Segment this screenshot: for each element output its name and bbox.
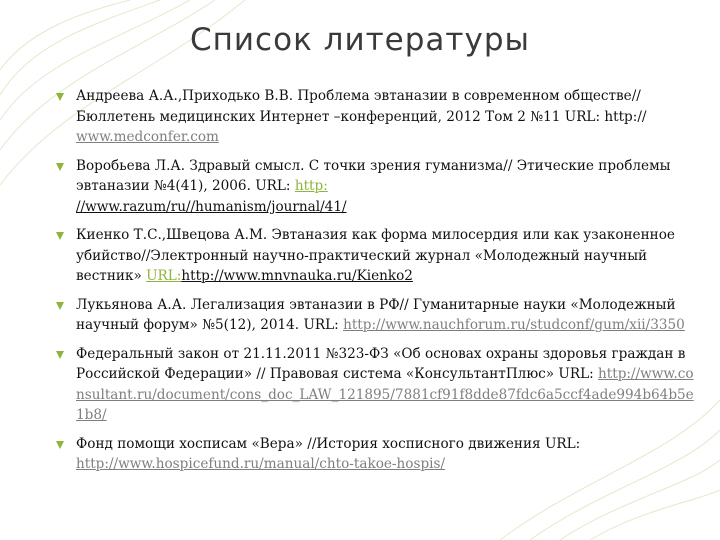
- reference-text: Федеральный закон от 21.11.2011 №323-ФЗ «Об основах охраны здоровья граждан в Российской Федерации» // Правовая система «КонсультантПлюс» URL:: [76, 345, 686, 382]
- reference-text: Фонд помощи хосписам «Вера» //История хосписного движения URL:: [76, 435, 581, 452]
- bullet-icon: [56, 351, 64, 359]
- reference-link[interactable]: http://www.nauchforum.ru/studconf/gum/xii/3350: [343, 317, 685, 333]
- slide-title: Список литературы: [190, 22, 530, 58]
- bullet-icon: [56, 163, 64, 171]
- reference-link-prefix[interactable]: URL:: [146, 268, 182, 284]
- reference-item: [52, 434, 702, 475]
- bullet-icon: [56, 441, 64, 449]
- reference-link[interactable]: www.medconfer.com: [76, 129, 219, 145]
- reference-link[interactable]: http://www.consultant.ru/document/cons_doc_LAW_121895/7881cf91f8dde87fdc6a5ccf4ade994b64b5e1b8/: [76, 366, 694, 423]
- reference-item: [52, 225, 702, 287]
- reference-link[interactable]: http://www.mnvnauka.ru/Kienko2: [181, 268, 413, 284]
- bullet-icon: [56, 302, 64, 310]
- bullet-icon: [56, 232, 64, 240]
- bullet-icon: [56, 93, 64, 101]
- reference-text: Воробьева Л.А. Здравый смысл. С точки зрения гуманизма// Этические проблемы эвтаназии №4(41), 2006. URL:: [76, 157, 671, 194]
- reference-link[interactable]: //www.razum/ru//humanism/journal/41/: [76, 198, 347, 215]
- reference-item: [52, 86, 702, 148]
- reference-list: [52, 86, 702, 483]
- reference-text: Лукьянова А.А. Легализация эвтаназии в РФ// Гуманитарные науки «Молодежный научный форум» №5(12), 2014. URL:: [76, 296, 676, 333]
- reference-item: [52, 295, 702, 336]
- reference-link-prefix[interactable]: http:: [294, 178, 328, 194]
- reference-text: Андреева А.А.,Приходько В.В. Проблема эвтаназии в современном обществе// Бюллетень медицинских Интернет –конференций, 2012 Том 2 №11 URL: http://: [76, 88, 647, 125]
- reference-link[interactable]: http://www.hospicefund.ru/manual/chto-takoe-hospis/: [76, 456, 446, 472]
- reference-item: [52, 156, 702, 218]
- reference-item: [52, 344, 702, 426]
- reference-text: Киенко Т.С.,Швецова А.М. Эвтаназия как форма милосердия или как узаконенное убийство//Электронный научно-практический журнал «Молодежный научный вестник»: [76, 227, 675, 284]
